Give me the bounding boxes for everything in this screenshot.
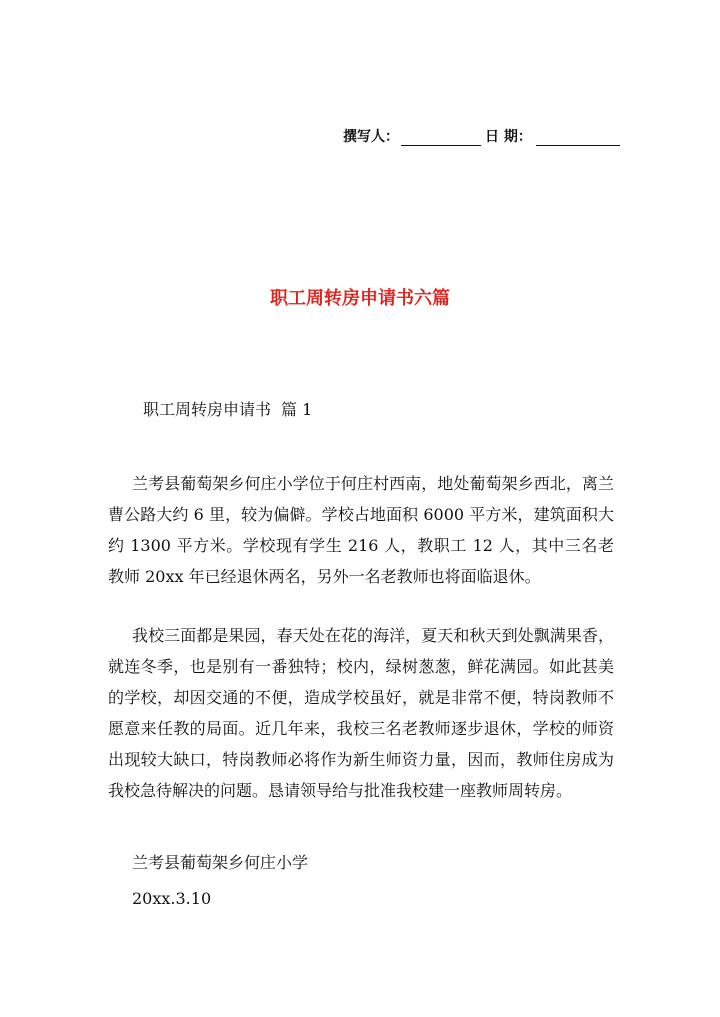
section-heading	[143, 397, 312, 420]
paragraph-text: 我校三面都是果园，春天处在花的海洋，夏天和秋天到处飘满果香，就连冬季，也是别有一番独特；校内，绿树葱葱，鲜花满园。如此甚美的学校，却因交通的不便，造成学校虽好，就是非常不便，特岗教师不愿意来任教的局面。近几年来，我校三名老教师逐步退休，学校的师资出现较大缺口，特岗教师必将作为新生师资力量，因而，教师住房成为我校急待解决的问题。恳请领导给与批准我校建一座教师周转房。	[108, 626, 614, 800]
date-blank-field[interactable]	[536, 131, 620, 146]
section-number: 篇 1	[281, 400, 313, 419]
section-heading-text: 职工周转房申请书	[143, 400, 272, 419]
paragraph-text: 兰考县葡萄架乡何庄小学位于何庄村西南，地处葡萄架乡西北，离兰曹公路大约 6 里，较为偏僻。学校占地面积 6000 平方米，建筑面积大约 1300 平方米。学校现有学生 216 人，教职工 12 人，其中三名老教师 20xx 年已经退休两名，另外一名老教师也将面临退休。	[108, 474, 614, 586]
signature-date: 20xx.3.10	[132, 889, 212, 908]
document-title: 职工周转房申请书六篇	[270, 288, 450, 309]
author-blank-field[interactable]	[401, 131, 481, 146]
author-date-line	[343, 126, 620, 146]
signature-school: 兰考县葡萄架乡何庄小学	[132, 853, 309, 872]
author-label: 撰写人：	[343, 129, 399, 145]
body-paragraph-2	[108, 620, 614, 806]
date-label: 日 期：	[485, 129, 532, 145]
body-paragraph-1	[108, 468, 614, 592]
